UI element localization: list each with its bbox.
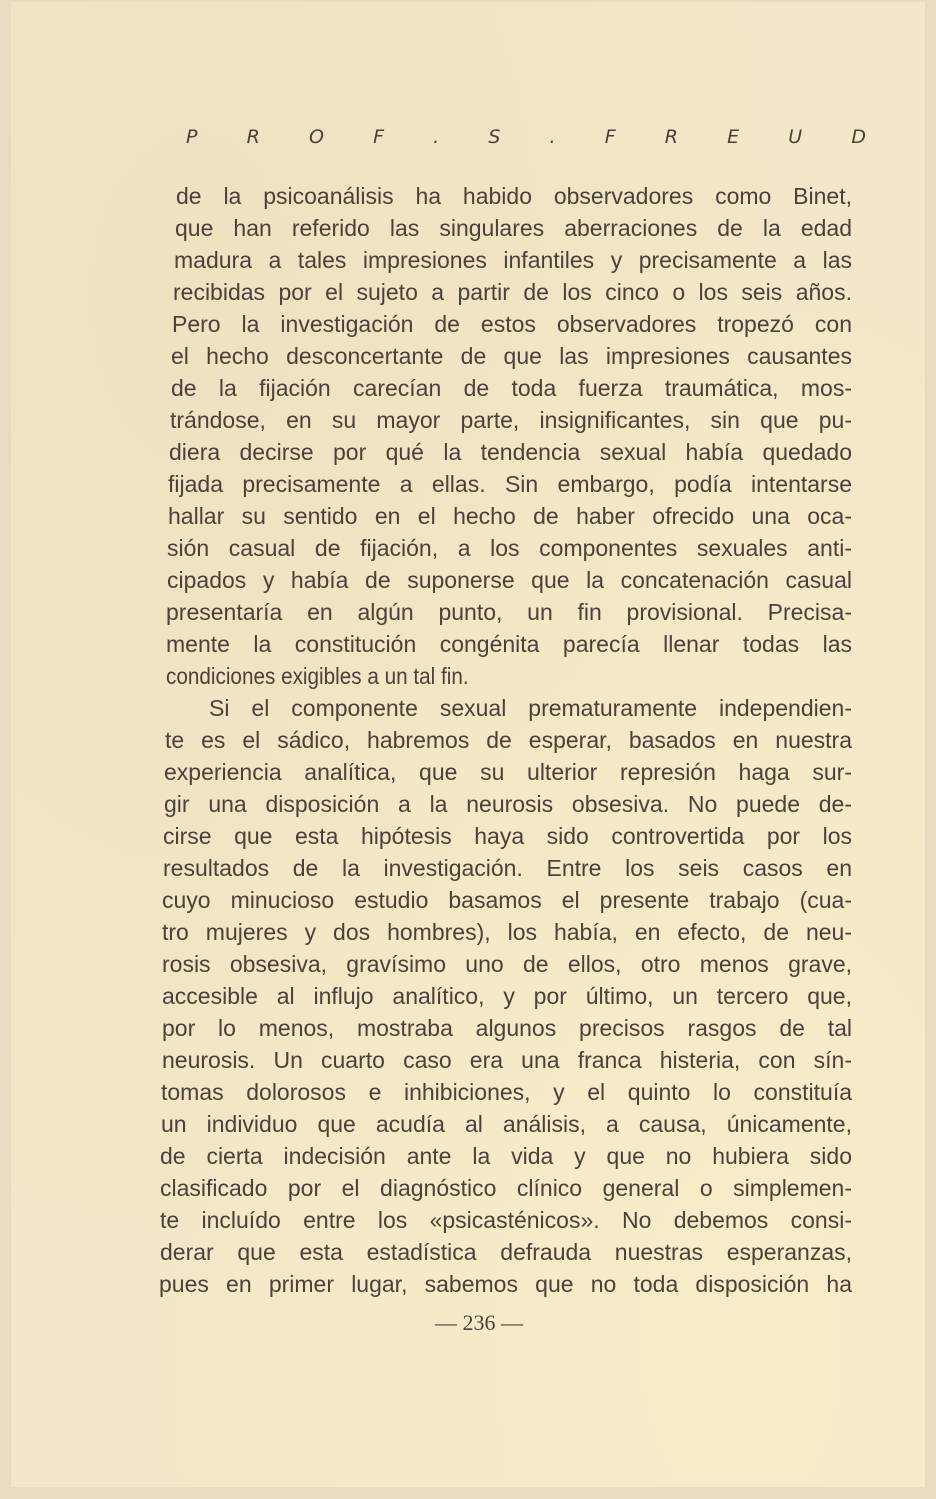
running-head-letter: F xyxy=(604,126,616,148)
running-head xyxy=(186,126,866,148)
text-line: diera decirse por qué la tendencia sexual había quedado xyxy=(169,439,852,465)
text-line: te es el sádico, habremos de esperar, basados en nuestra xyxy=(165,727,852,753)
text-line: el hecho desconcertante de que las impresiones causantes xyxy=(171,343,852,369)
text-line: de cierta indecisión ante la vida y que no hubiera sido xyxy=(160,1143,852,1169)
text-line: derar que esta estadística defrauda nuestras esperanzas, xyxy=(160,1239,852,1265)
text-line: cipados y había de suponerse que la concatenación casual xyxy=(167,567,852,593)
text-line: cirse que esta hipótesis haya sido controvertida por los xyxy=(163,823,852,849)
text-line: tro mujeres y dos hombres), los había, en efecto, de neu- xyxy=(162,919,852,945)
page-number: — 236 — xyxy=(435,1310,523,1335)
running-head-letter: D xyxy=(851,126,866,148)
running-head-letter: S xyxy=(488,126,501,148)
text-line: experiencia analítica, que su ulterior represión haga sur- xyxy=(164,759,852,785)
running-head-letter: . xyxy=(549,126,556,148)
text-line: que han referido las singulares aberraciones de la edad xyxy=(175,215,852,241)
text-line: resultados de la investigación. Entre los seis casos en xyxy=(163,855,852,881)
text-line: accesible al influjo analítico, y por último, un tercero que, xyxy=(162,983,852,1009)
text-line: clasificado por el diagnóstico clínico general o simplemen- xyxy=(160,1175,852,1201)
book-page xyxy=(11,2,925,1487)
text-line: Pero la investigación de estos observadores tropezó con xyxy=(172,311,852,337)
text-line: te incluído entre los «psicasténicos». No debemos consi- xyxy=(160,1207,852,1233)
running-head-letter: R xyxy=(664,126,678,148)
running-head-letter: . xyxy=(433,126,440,148)
text-line: presentaría en algún punto, un fin provisional. Precisa- xyxy=(166,599,852,625)
text-line: mente la constitución congénita parecía llenar todas las xyxy=(166,631,852,657)
running-head-letter: U xyxy=(788,126,803,148)
text-line: de la fijación carecían de toda fuerza traumática, mos- xyxy=(171,375,852,401)
text-line: madura a tales impresiones infantiles y precisamente a las xyxy=(174,247,852,273)
text-line: hallar su sentido en el hecho de haber ofrecido una oca- xyxy=(168,503,852,529)
running-head-letter: R xyxy=(246,126,260,148)
text-line: tomas dolorosos e inhibiciones, y el quinto lo constituía xyxy=(161,1079,852,1105)
text-line: condiciones exigibles a un tal fin. xyxy=(166,663,469,689)
text-line: neurosis. Un cuarto caso era una franca histeria, con sín- xyxy=(162,1047,852,1073)
text-line: recibidas por el sujeto a partir de los cinco o los seis años. xyxy=(173,279,852,305)
text-line: trándose, en su mayor parte, insignificantes, sin que pu- xyxy=(170,407,852,433)
text-line: rosis obsesiva, gravísimo uno de ellos, otro menos grave, xyxy=(162,951,852,977)
text-line: cuyo minucioso estudio basamos el presente trabajo (cua- xyxy=(162,887,852,913)
running-head-letter: O xyxy=(308,126,324,148)
text-line: gir una disposición a la neurosis obsesiva. No puede de- xyxy=(164,791,852,817)
text-line: de la psicoanálisis ha habido observadores como Binet, xyxy=(176,183,852,209)
text-line: fijada precisamente a ellas. Sin embargo, podía intentarse xyxy=(168,471,852,497)
text-line: por lo menos, mostraba algunos precisos rasgos de tal xyxy=(162,1015,852,1041)
running-head-letter: F xyxy=(373,126,384,148)
running-head-letter: P xyxy=(186,126,198,148)
running-head-letter: E xyxy=(727,126,740,148)
text-line: Si el componente sexual prematuramente independien- xyxy=(209,695,852,721)
text-line: un individuo que acudía al análisis, a causa, únicamente, xyxy=(161,1111,852,1137)
text-line: pues en primer lugar, sabemos que no toda disposición ha xyxy=(159,1271,852,1297)
text-line: sión casual de fijación, a los componentes sexuales anti- xyxy=(167,535,852,561)
